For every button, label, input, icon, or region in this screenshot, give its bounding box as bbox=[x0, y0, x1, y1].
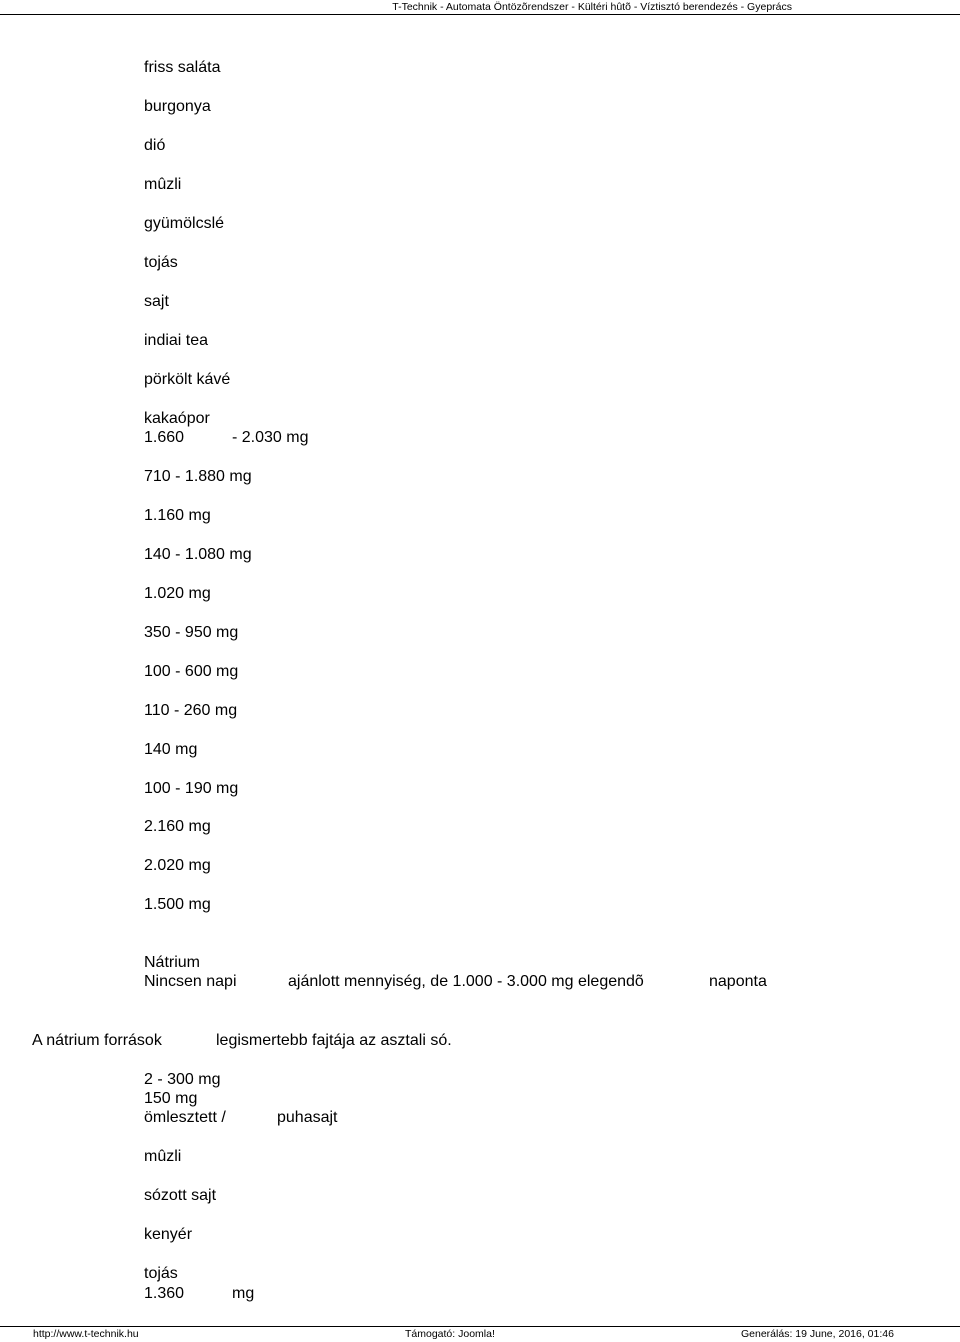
sodium-amount: 150 mg bbox=[144, 1090, 198, 1107]
sodium-food: ömlesztett / bbox=[144, 1109, 226, 1126]
page-header bbox=[0, 0, 960, 15]
food-item: indiai tea bbox=[144, 332, 209, 349]
food-item: mûzli bbox=[144, 176, 182, 193]
food-item: friss saláta bbox=[144, 59, 221, 76]
amount-item: 1.020 mg bbox=[144, 585, 211, 602]
food-item: sajt bbox=[144, 293, 169, 310]
sodium-title: Nátrium bbox=[144, 954, 201, 971]
sodium-amount: 2 - 300 mg bbox=[144, 1071, 221, 1088]
food-item: kakaópor bbox=[144, 410, 210, 427]
food-item: dió bbox=[144, 137, 166, 154]
sodium-food: puhasajt bbox=[277, 1109, 338, 1126]
amount-item: 140 mg bbox=[144, 741, 198, 758]
amount-item: 710 - 1.880 mg bbox=[144, 468, 252, 485]
amount-item: 140 - 1.080 mg bbox=[144, 546, 252, 563]
amount-item: 350 - 950 mg bbox=[144, 624, 239, 641]
sodium-sources-text: A nátrium források bbox=[32, 1032, 162, 1049]
amount-item: 2.020 mg bbox=[144, 857, 211, 874]
page-footer bbox=[0, 1326, 960, 1342]
food-item: tojás bbox=[144, 254, 178, 271]
amount-item: 1.500 mg bbox=[144, 896, 211, 913]
sodium-food: mûzli bbox=[144, 1148, 182, 1165]
footer-generated: Generálás: 19 June, 2016, 01:46 bbox=[741, 1328, 894, 1340]
sodium-sources-text: legismertebb fajtája az asztali só. bbox=[216, 1032, 452, 1049]
header-title: T-Technik - Automata Öntözõrendszer - Kültéri hûtõ - Víztisztó berendezés - Gyeprács bbox=[392, 1, 792, 13]
sodium-text: Nincsen napi bbox=[144, 973, 237, 990]
amount-item: 110 - 260 mg bbox=[144, 702, 238, 719]
sodium-food: tojás bbox=[144, 1265, 178, 1282]
sodium-amount: 1.360 bbox=[144, 1285, 185, 1302]
amount-item: 1.660 bbox=[144, 429, 185, 446]
amount-item: 1.160 mg bbox=[144, 507, 211, 524]
sodium-text: ajánlott mennyiség, de 1.000 - 3.000 mg elegendõ bbox=[288, 973, 644, 990]
footer-url-link[interactable]: http://www.t-technik.hu bbox=[33, 1328, 139, 1340]
food-item: burgonya bbox=[144, 98, 211, 115]
sodium-food: kenyér bbox=[144, 1226, 193, 1243]
amount-item: - 2.030 mg bbox=[232, 429, 309, 446]
sodium-food: sózott sajt bbox=[144, 1187, 217, 1204]
amount-item: 100 - 600 mg bbox=[144, 663, 239, 680]
sodium-text: naponta bbox=[709, 973, 767, 990]
footer-support: Támogató: Joomla! bbox=[405, 1328, 495, 1340]
amount-item: 100 - 190 mg bbox=[144, 780, 239, 797]
food-item: gyümölcslé bbox=[144, 215, 225, 232]
sodium-amount: mg bbox=[232, 1285, 255, 1302]
amount-item: 2.160 mg bbox=[144, 818, 211, 835]
food-item: pörkölt kávé bbox=[144, 371, 231, 388]
